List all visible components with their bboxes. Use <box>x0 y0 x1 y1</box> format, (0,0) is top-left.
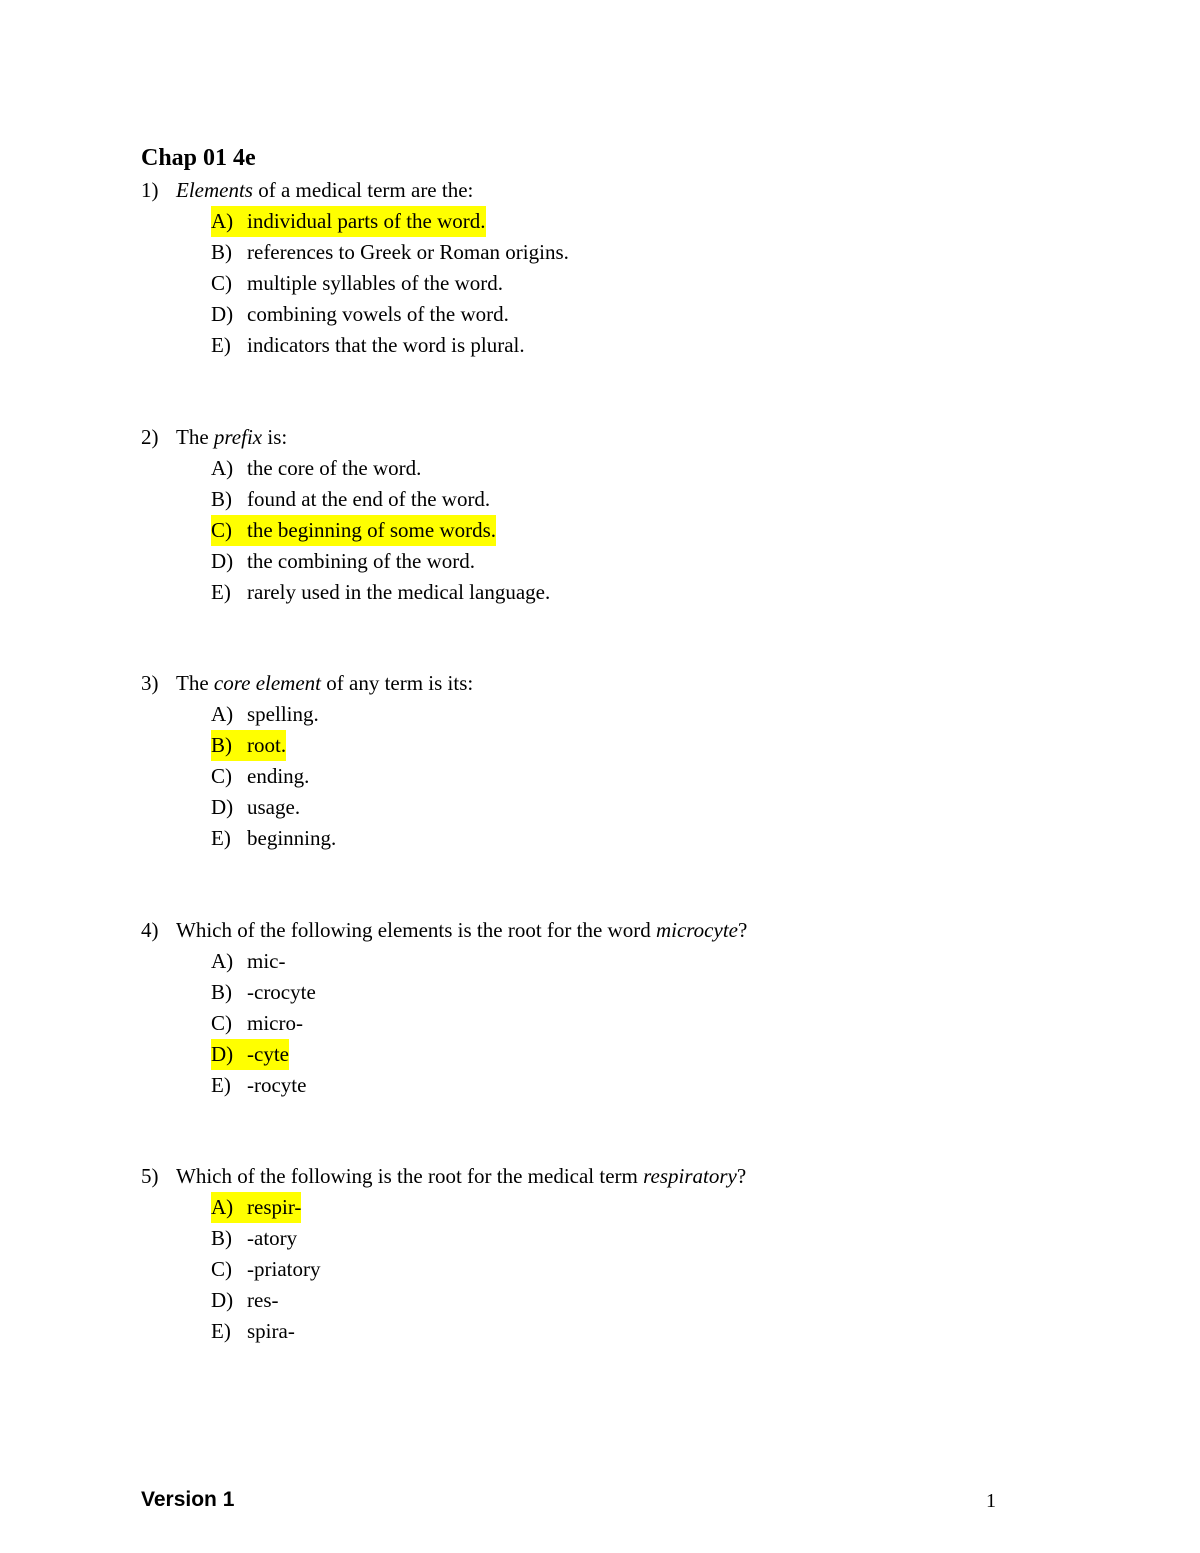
choice-letter: A) <box>211 949 234 973</box>
choice-text: -cyte <box>247 1042 289 1066</box>
question-term: core element <box>213 671 321 695</box>
answer-choice <box>211 1008 303 1039</box>
choice-letter: B) <box>211 240 232 264</box>
choice-letter: C) <box>211 1011 232 1035</box>
answer-body <box>211 977 316 1008</box>
choice-letter: B) <box>211 487 232 511</box>
answer-body <box>211 237 569 268</box>
question-text: of a medical term are the: <box>252 178 474 202</box>
choice-text: rarely used in the medical language. <box>247 580 551 604</box>
document-title: Chap 01 4e <box>141 145 256 171</box>
choice-letter: B) <box>211 1226 232 1250</box>
answer-body <box>211 546 475 577</box>
choice-text: references to Greek or Roman origins. <box>247 240 569 264</box>
choice-text: the beginning of some words. <box>247 518 497 542</box>
choice-text: micro- <box>247 1011 303 1035</box>
answer-choice-correct <box>211 515 496 546</box>
question-text: Which of the following elements is the root for the word <box>176 918 656 942</box>
answer-choice <box>211 792 300 823</box>
choice-text: usage. <box>247 795 301 819</box>
question-term: microcyte <box>655 918 738 942</box>
choice-letter: D) <box>211 302 234 326</box>
answer-highlight <box>211 515 496 546</box>
choice-text: the core of the word. <box>247 456 422 480</box>
answer-choice <box>211 330 525 361</box>
choice-letter: E) <box>211 1319 231 1343</box>
choice-letter: B) <box>211 733 232 757</box>
answer-choice <box>211 946 285 977</box>
answer-choice <box>211 977 316 1008</box>
choice-text: ending. <box>247 764 310 788</box>
choice-letter: D) <box>211 1042 234 1066</box>
answer-highlight <box>211 730 286 761</box>
choice-text: beginning. <box>247 826 337 850</box>
choice-text: multiple syllables of the word. <box>247 271 504 295</box>
answer-highlight <box>211 1039 289 1070</box>
answer-body <box>211 268 503 299</box>
question-stem <box>141 175 473 206</box>
answer-choice <box>211 484 490 515</box>
answer-body <box>211 484 490 515</box>
answer-choice <box>211 1070 306 1101</box>
question-text: ? <box>737 918 748 942</box>
choice-text: individual parts of the word. <box>247 209 486 233</box>
answer-choice <box>211 1223 297 1254</box>
question-stem <box>141 668 473 699</box>
answer-choice <box>211 237 569 268</box>
footer-version: Version 1 <box>141 1488 235 1511</box>
choice-text: combining vowels of the word. <box>247 302 509 326</box>
answer-choice-correct <box>211 730 286 761</box>
answer-body <box>211 823 336 854</box>
answer-body <box>211 1070 306 1101</box>
choice-text: root. <box>247 733 287 757</box>
choice-letter: B) <box>211 980 232 1004</box>
answer-choice-correct <box>211 206 486 237</box>
choice-letter: C) <box>211 518 232 542</box>
choice-letter: C) <box>211 271 232 295</box>
page-number: 1 <box>986 1490 996 1512</box>
answer-choice-correct <box>211 1039 289 1070</box>
question-text: is: <box>262 425 288 449</box>
answer-choice <box>211 1254 320 1285</box>
question-text: The <box>176 425 214 449</box>
choice-letter: A) <box>211 1195 234 1219</box>
answer-body <box>211 761 309 792</box>
answer-body <box>211 946 285 977</box>
choice-text: res- <box>247 1288 279 1312</box>
answer-choice <box>211 299 509 330</box>
question-stem <box>141 1161 746 1192</box>
choice-letter: A) <box>211 456 234 480</box>
answer-body <box>211 577 550 608</box>
answer-body <box>211 299 509 330</box>
choice-letter: D) <box>211 549 234 573</box>
answer-choice <box>211 699 319 730</box>
question-number: 4) <box>141 918 159 942</box>
answer-choice <box>211 761 309 792</box>
choice-text: respir- <box>247 1195 302 1219</box>
choice-text: -atory <box>247 1226 298 1250</box>
question-text: The <box>176 671 214 695</box>
answer-highlight <box>211 1192 301 1223</box>
question-number: 5) <box>141 1164 159 1188</box>
answer-body <box>211 1285 278 1316</box>
question-number: 3) <box>141 671 159 695</box>
choice-letter: A) <box>211 209 234 233</box>
answer-body <box>211 453 421 484</box>
choice-letter: E) <box>211 580 231 604</box>
choice-letter: C) <box>211 764 232 788</box>
answer-choice <box>211 1285 278 1316</box>
answer-choice <box>211 823 336 854</box>
choice-text: spelling. <box>247 702 319 726</box>
question-stem <box>141 915 747 946</box>
answer-choice <box>211 1316 295 1347</box>
choice-letter: D) <box>211 795 234 819</box>
answer-body <box>211 1223 297 1254</box>
answer-body <box>211 699 319 730</box>
question-text: of any term is its: <box>321 671 474 695</box>
question-text: ? <box>736 1164 747 1188</box>
question-number: 2) <box>141 425 159 449</box>
answer-highlight <box>211 206 486 237</box>
answer-choice <box>211 546 475 577</box>
choice-text: indicators that the word is plural. <box>247 333 525 357</box>
choice-text: found at the end of the word. <box>247 487 491 511</box>
answer-choice <box>211 453 421 484</box>
answer-body <box>211 330 525 361</box>
question-term: Elements <box>176 178 253 202</box>
question-text: Which of the following is the root for the medical term <box>176 1164 644 1188</box>
choice-text: -crocyte <box>247 980 316 1004</box>
choice-letter: D) <box>211 1288 234 1312</box>
choice-letter: E) <box>211 333 231 357</box>
choice-text: -priatory <box>247 1257 321 1281</box>
answer-body <box>211 1316 295 1347</box>
question-term: respiratory <box>643 1164 737 1188</box>
choice-letter: E) <box>211 1073 231 1097</box>
answer-body <box>211 1008 303 1039</box>
answer-body <box>211 1254 320 1285</box>
choice-text: mic- <box>247 949 286 973</box>
answer-body <box>211 792 300 823</box>
choice-text: spira- <box>247 1319 295 1343</box>
choice-text: the combining of the word. <box>247 549 476 573</box>
answer-choice <box>211 577 550 608</box>
answer-choice-correct <box>211 1192 301 1223</box>
question-term: prefix <box>213 425 263 449</box>
answer-choice <box>211 268 503 299</box>
choice-letter: C) <box>211 1257 232 1281</box>
choice-text: -rocyte <box>247 1073 307 1097</box>
choice-letter: A) <box>211 702 234 726</box>
question-number: 1) <box>141 178 159 202</box>
choice-letter: E) <box>211 826 231 850</box>
question-stem <box>141 422 287 453</box>
